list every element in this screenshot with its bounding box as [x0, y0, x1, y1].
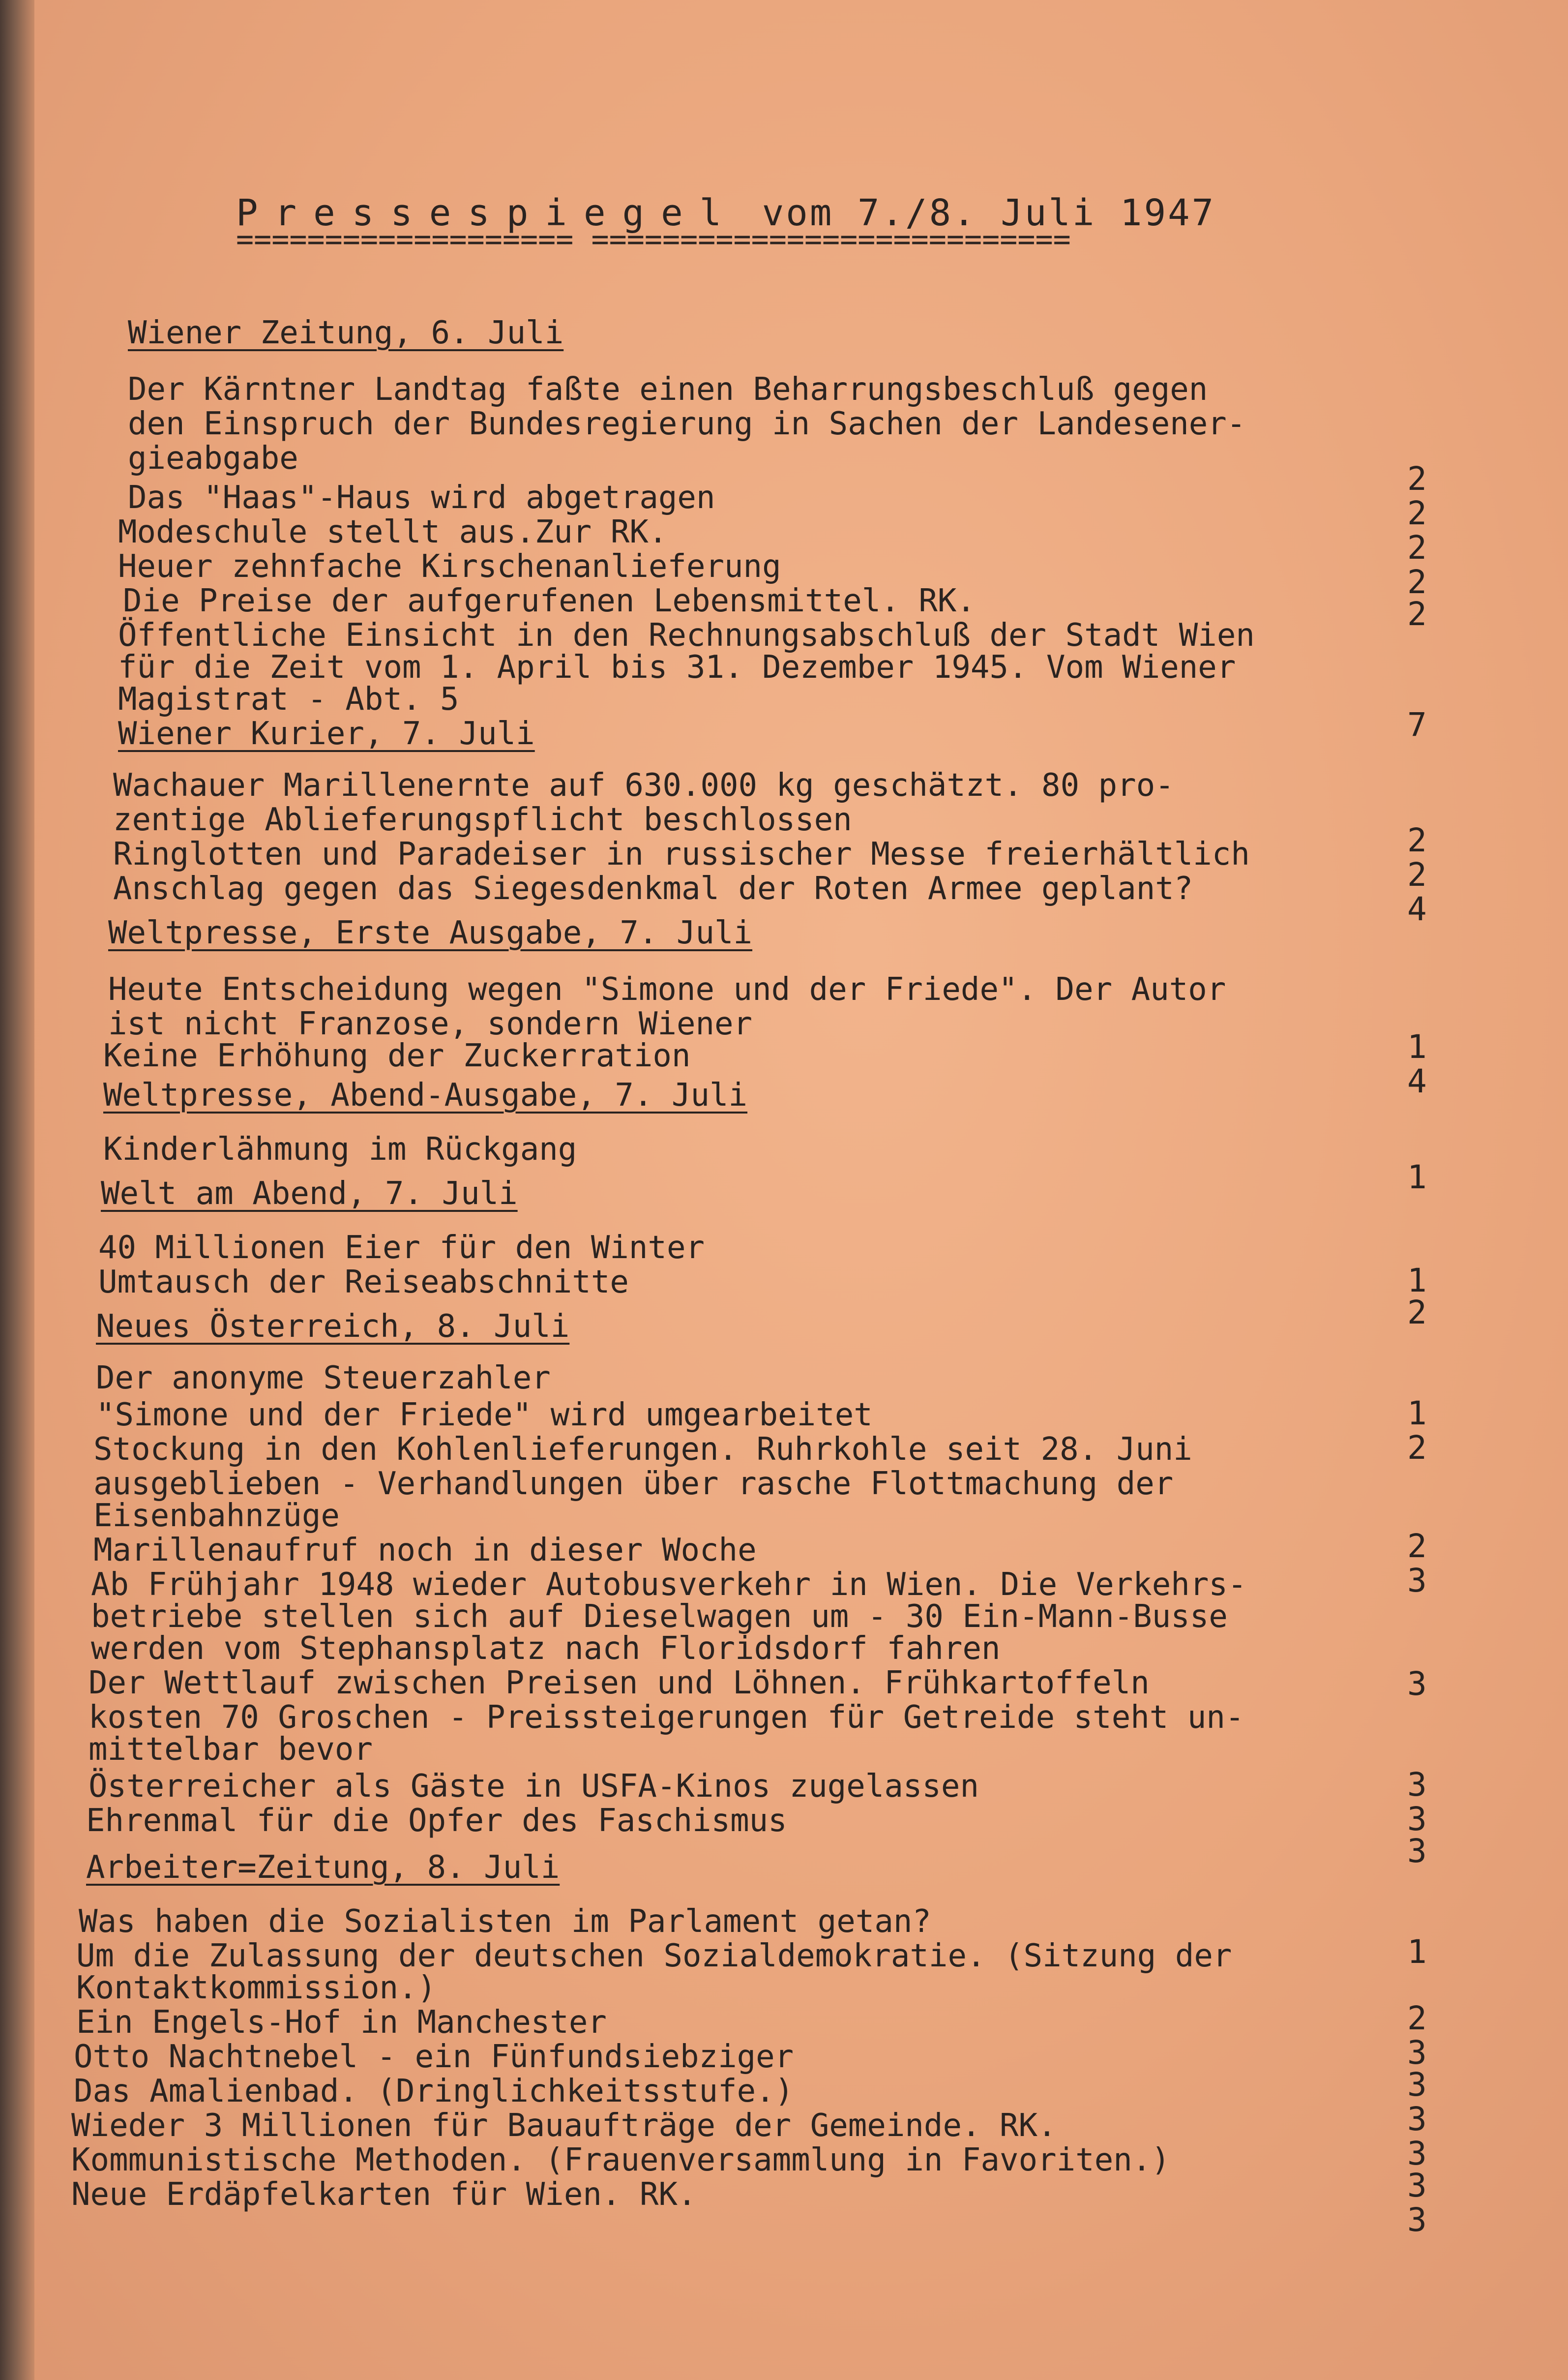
page-ref-number: 3 [1407, 1562, 1427, 1599]
news-item: Der anonyme Steuerzahler [96, 1360, 551, 1396]
news-item: Der Kärntner Landtag faßte einen Beharrungsbeschluß gegen [128, 371, 1208, 408]
page-ref-number: 1 [1407, 1933, 1427, 1971]
title-date: vom 7./8. Juli 1947 [762, 192, 1216, 234]
news-item: Kontaktkommission.) [76, 1970, 437, 2006]
section-heading: Welt am Abend, 7. Juli [101, 1175, 518, 1212]
page-ref-number: 3 [1407, 2100, 1427, 2138]
news-item: "Simone und der Friede" wird umgearbeitet [96, 1397, 873, 1433]
news-item: Die Preise der aufgerufenen Lebensmittel. RK. [123, 583, 976, 619]
news-item: Keine Erhöhung der Zuckerration [103, 1038, 691, 1074]
book-binding-edge [0, 0, 34, 2380]
news-item: Neue Erdäpfelkarten für Wien. RK. [71, 2176, 697, 2213]
page-ref-number: 2 [1407, 1999, 1427, 2037]
page-ref-number: 2 [1407, 1429, 1427, 1467]
news-item: 40 Millionen Eier für den Winter [98, 1230, 705, 1266]
section-heading: Neues Österreich, 8. Juli [96, 1308, 570, 1345]
news-item: Heuer zehnfache Kirschenanlieferung [118, 548, 781, 585]
news-item: zentige Ablieferungspflicht beschlossen [113, 802, 852, 838]
news-item: kosten 70 Groschen - Preissteigerungen für Getreide steht un- [89, 1699, 1244, 1736]
news-item: ist nicht Franzose, sondern Wiener [108, 1006, 753, 1042]
news-item: Ringlotten und Paradeiser in russischer Messe freierhältlich [113, 836, 1250, 873]
news-item: Der Wettlauf zwischen Preisen und Löhnen. Frühkartoffeln [89, 1665, 1150, 1701]
news-item: werden vom Stephansplatz nach Floridsdorf fahren [91, 1630, 1001, 1667]
news-item: Magistrat - Abt. 5 [118, 681, 459, 718]
news-item: Marillenaufruf noch in dieser Woche [93, 1532, 757, 1568]
page-ref-number: 4 [1407, 890, 1427, 928]
news-item: Österreicher als Gäste in USFA-Kinos zugelassen [89, 1768, 979, 1805]
page-ref-number: 2 [1407, 595, 1427, 633]
page-ref-number: 7 [1407, 706, 1427, 744]
news-item: für die Zeit vom 1. April bis 31. Dezember 1945. Vom Wiener [118, 649, 1236, 686]
title-double-rule: =================== =========================== [236, 222, 1071, 257]
page-ref-number: 1 [1407, 1262, 1427, 1299]
page-ref-number: 1 [1407, 1028, 1427, 1066]
section-heading: Arbeiter=Zeitung, 8. Juli [86, 1849, 560, 1886]
news-item: den Einspruch der Bundesregierung in Sachen der Landesener- [128, 406, 1246, 442]
page-ref-number: 3 [1407, 2167, 1427, 2204]
news-item: Öffentliche Einsicht in den Rechnungsabschluß der Stadt Wien [118, 617, 1255, 654]
news-item: Was haben die Sozialisten im Parlament getan? [79, 1903, 931, 1940]
news-item: Das "Haas"-Haus wird abgetragen [128, 480, 715, 516]
news-item: Ehrenmal für die Opfer des Faschismus [86, 1803, 787, 1839]
page-ref-number: 2 [1407, 1527, 1427, 1565]
news-item: gieabgabe [128, 440, 298, 477]
section-heading: Weltpresse, Erste Ausgabe, 7. Juli [108, 915, 753, 951]
page-ref-number: 3 [1407, 2201, 1427, 2239]
news-item: Modeschule stellt aus.Zur RK. [118, 514, 668, 550]
page-ref-number: 2 [1407, 1294, 1427, 1331]
page-ref-number: 3 [1407, 1832, 1427, 1870]
news-item: Das Amalienbad. (Dringlichkeitsstufe.) [74, 2073, 794, 2109]
news-item: Kommunistische Methoden. (Frauenversammlung in Favoriten.) [71, 2142, 1170, 2178]
section-heading: Wiener Zeitung, 6. Juli [128, 315, 564, 351]
news-item: Otto Nachtnebel - ein Fünfundsiebziger [74, 2039, 794, 2075]
news-item: mittelbar bevor [89, 1731, 373, 1768]
page-ref-number: 3 [1407, 1766, 1427, 1804]
news-item: Stockung in den Kohlenlieferungen. Ruhrkohle seit 28. Juni [93, 1431, 1192, 1468]
page-ref-number: 3 [1407, 2135, 1427, 2172]
page-ref-number: 1 [1407, 1158, 1427, 1196]
page-ref-number: 2 [1407, 856, 1427, 894]
news-item: Kinderlähmung im Rückgang [103, 1131, 577, 1168]
section-heading: Weltpresse, Abend-Ausgabe, 7. Juli [103, 1077, 748, 1114]
page-ref-number: 2 [1407, 494, 1427, 532]
news-item: Umtausch der Reiseabschnitte [98, 1264, 629, 1300]
page-ref-number: 2 [1407, 460, 1427, 498]
page-ref-number: 3 [1407, 1800, 1427, 1838]
news-item: Ab Frühjahr 1948 wieder Autobusverkehr in Wien. Die Verkehrs- [91, 1567, 1247, 1603]
news-item: Wieder 3 Millionen für Bauaufträge der Gemeinde. RK. [71, 2108, 1057, 2144]
news-item: Eisenbahnzüge [93, 1498, 340, 1534]
news-item: Heute Entscheidung wegen "Simone und der Friede". Der Autor [108, 971, 1226, 1008]
page-ref-number: 2 [1407, 529, 1427, 567]
news-item: betriebe stellen sich auf Dieselwagen um - 30 Ein-Mann-Busse [91, 1598, 1228, 1635]
page-ref-number: 2 [1407, 821, 1427, 859]
title-label: Pressespiegel [236, 192, 739, 234]
page-ref-number: 3 [1407, 1665, 1427, 1703]
page-ref-number: 3 [1407, 2066, 1427, 2104]
page-ref-number: 4 [1407, 1062, 1427, 1100]
news-item: Um die Zulassung der deutschen Sozialdemokratie. (Sitzung der [76, 1938, 1232, 1974]
news-item: Anschlag gegen das Siegesdenkmal der Roten Armee geplant? [113, 871, 1193, 907]
news-item: Wachauer Marillenernte auf 630.000 kg geschätzt. 80 pro- [113, 767, 1174, 804]
page-ref-number: 2 [1407, 563, 1427, 601]
section-heading: Wiener Kurier, 7. Juli [118, 716, 535, 752]
page-ref-number: 1 [1407, 1394, 1427, 1432]
page-ref-number: 3 [1407, 2034, 1427, 2072]
news-item: ausgeblieben - Verhandlungen über rasche Flottmachung der [93, 1466, 1174, 1502]
news-item: Ein Engels-Hof in Manchester [76, 2004, 607, 2041]
